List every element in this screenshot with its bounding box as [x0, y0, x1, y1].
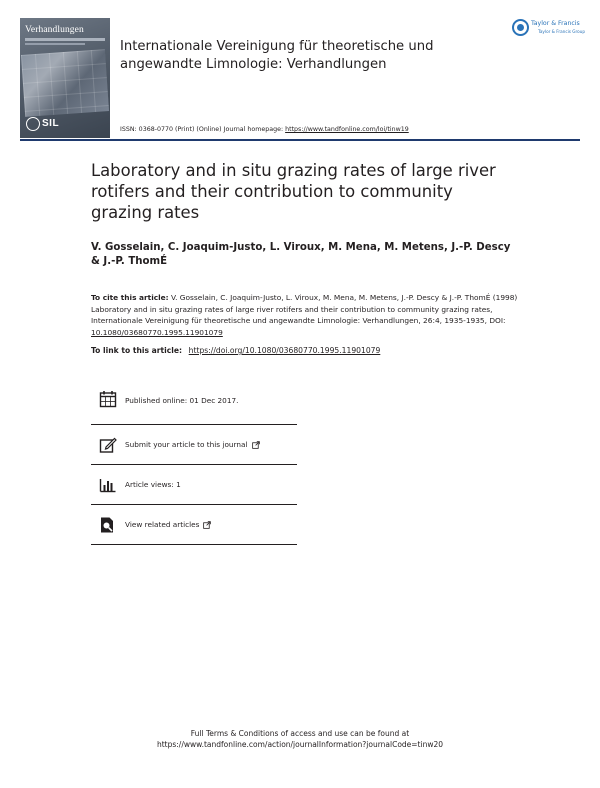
cover-logo: SIL [42, 118, 60, 129]
article-title: Laboratory and in situ grazing rates of large river rotifers and their contribution to community grazing rates [91, 161, 496, 222]
cover-logo-ring-icon [26, 117, 40, 131]
published-date-label: Published online: 01 Dec 2017. [125, 396, 239, 405]
article-views-row [91, 465, 297, 505]
published-row [91, 387, 297, 425]
journal-homepage-link[interactable]: https://www.tandfonline.com/loi/tinw19 [285, 126, 409, 133]
external-link-icon [203, 521, 211, 529]
related-articles-link[interactable] [125, 520, 211, 529]
cover-photo-collage [21, 49, 109, 117]
article-info-list [91, 387, 297, 545]
publisher-tagline: Taylor & Francis Group [538, 29, 586, 34]
bar-chart-icon [99, 476, 117, 494]
issn-line [120, 126, 409, 133]
related-articles-search-icon [99, 516, 117, 534]
submit-article-link[interactable] [125, 440, 260, 449]
calendar-icon [99, 390, 117, 408]
citation-block [91, 292, 521, 338]
article-link-block [91, 346, 521, 355]
article-doi-url-link[interactable]: https://doi.org/10.1080/03680770.1995.11901079 [188, 346, 381, 355]
article-authors: V. Gosselain, C. Joaquim-Justo, L. Viroux, M. Mena, M. Metens, J.-P. Descy & J.-P. ThomÉ [91, 242, 511, 267]
terms-footer [100, 728, 500, 750]
citation-text: V. Gosselain, C. Joaquim-Justo, L. Viroux, M. Mena, M. Metens, J.-P. Descy & J.-P. ThomÉ (1998) Laboratory and in situ grazing rates of large river rotifers and their contribution to community grazing rates, Internationale Vereinigung für theoretische und angewandte Limnologie: Verhandlungen, 26:4, 1935-1935, DOI: [91, 293, 518, 325]
related-articles-label: View related articles [125, 520, 200, 529]
external-link-icon [252, 441, 260, 449]
submit-article-label: Submit your article to this journal [125, 440, 248, 449]
publisher-name: Taylor & Francis [531, 20, 580, 27]
edit-icon [99, 436, 117, 454]
related-articles-row[interactable] [91, 505, 297, 545]
article-link-label: To link to this article: [91, 346, 185, 355]
cover-subtitle-bar [25, 38, 105, 41]
publisher-logo[interactable] [512, 18, 584, 38]
citation-label: To cite this article: [91, 293, 169, 302]
doi-link[interactable]: 10.1080/03680770.1995.11901079 [91, 327, 223, 337]
terms-text: Full Terms & Conditions of access and use can be found at [190, 729, 410, 738]
journal-cover-image [20, 18, 110, 138]
terms-url-link[interactable]: https://www.tandfonline.com/action/journalInformation?journalCode=tinw20 [156, 740, 444, 749]
journal-title: Internationale Vereinigung für theoretische und angewandte Limnologie: Verhandlungen [120, 39, 434, 72]
article-views-label: Article views: 1 [125, 480, 181, 489]
header-divider [20, 139, 580, 141]
submit-article-row[interactable] [91, 425, 297, 465]
cover-subtitle-bar-2 [25, 43, 85, 45]
cover-title: Verhandlungen [25, 25, 84, 35]
taylor-francis-logo-icon [512, 19, 529, 36]
issn-text: ISSN: 0368-0770 (Print) (Online) Journal homepage: [120, 126, 286, 133]
